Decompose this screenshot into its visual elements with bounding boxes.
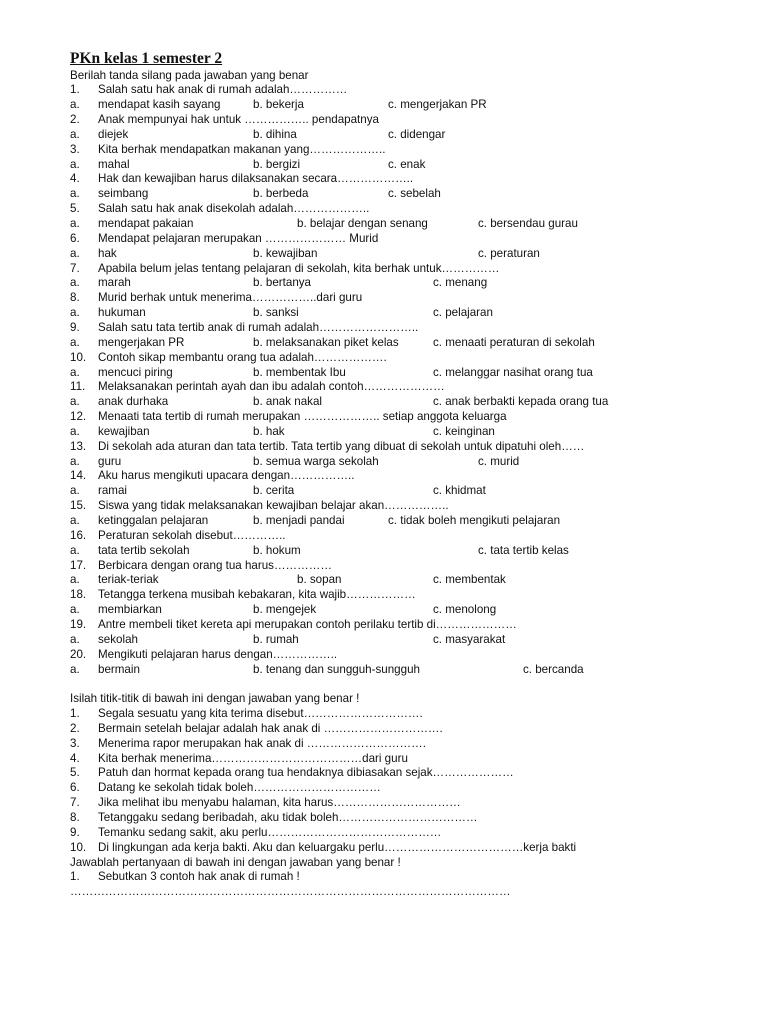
option-a: membiarkan	[98, 603, 162, 617]
option-a: ramai	[98, 484, 127, 498]
question-row	[0, 439, 768, 454]
question-row	[0, 350, 768, 365]
option-a-marker: a.	[70, 127, 80, 141]
options-row	[0, 572, 768, 587]
question-text: Murid berhak untuk menerima……………..dari guru	[98, 291, 363, 305]
options-row	[0, 246, 768, 261]
fill-in-item	[0, 810, 768, 825]
item-number: 1.	[70, 707, 80, 721]
item-text: Temanku sedang sakit, aku perlu………………………………………	[98, 825, 442, 839]
option-c: c. bercanda	[523, 662, 584, 676]
option-a: mencuci piring	[98, 365, 173, 379]
question-number: 10.	[70, 350, 87, 364]
option-a: hukuman	[98, 306, 146, 320]
question-text: Salah satu hak anak di rumah adalah……………	[98, 83, 348, 97]
options-row	[0, 394, 768, 409]
option-c: c. menang	[433, 276, 488, 290]
item-text: Bermain setelah belajar adalah hak anak di ………………………….	[98, 721, 443, 735]
option-a: sekolah	[98, 632, 138, 646]
item-text: Datang ke sekolah tidak boleh……………………………	[98, 781, 381, 795]
question-row	[0, 82, 768, 97]
item-text: Sebutkan 3 contoh hak anak di rumah !	[98, 870, 300, 884]
option-b: b. bergizi	[253, 157, 301, 171]
option-a-marker: a.	[70, 395, 80, 409]
option-c: c. membentak	[433, 573, 506, 587]
question-text: Siswa yang tidak melaksanakan kewajiban belajar akan……………..	[98, 499, 449, 513]
fill-in-item	[0, 736, 768, 751]
options-row	[0, 186, 768, 201]
question-number: 18.	[70, 588, 87, 602]
fill-in-item	[0, 780, 768, 795]
fill-in-item	[0, 825, 768, 840]
question-row	[0, 231, 768, 246]
option-c: c. menolong	[433, 603, 497, 617]
option-a-marker: a.	[70, 306, 80, 320]
item-number: 4.	[70, 751, 80, 765]
option-a-marker: a.	[70, 484, 80, 498]
question-number: 14.	[70, 469, 87, 483]
fill-in-item	[0, 751, 768, 766]
answer-line	[0, 884, 768, 899]
section2-instruction	[0, 691, 768, 706]
option-a-marker: a.	[70, 603, 80, 617]
option-a-marker: a.	[70, 454, 80, 468]
item-number: 1.	[70, 870, 80, 884]
option-b: b. menjadi pandai	[253, 514, 345, 527]
option-a-marker: a.	[70, 276, 80, 290]
option-c: c. melanggar nasihat orang tua	[433, 365, 593, 379]
option-a: mengerjakan PR	[98, 335, 185, 349]
option-a-marker: a.	[70, 543, 80, 557]
option-a: kewajiban	[98, 424, 150, 438]
question-number: 13.	[70, 439, 87, 453]
instruction-text: Berilah tanda silang pada jawaban yang benar	[70, 68, 309, 82]
option-a: anak durhaka	[98, 395, 169, 409]
item-number: 6.	[70, 781, 80, 795]
fill-in-item	[0, 721, 768, 736]
option-a-marker: a.	[70, 662, 80, 676]
question-text: Antre membeli tiket kereta api merupakan contoh perilaku tertib di…………………	[98, 617, 517, 631]
question-number: 8.	[70, 291, 80, 305]
question-row	[0, 171, 768, 186]
question-text: Mendapat pelajaran merupakan ………………… Murid	[98, 231, 379, 245]
option-b: b. kewajiban	[253, 246, 318, 260]
item-number: 9.	[70, 825, 80, 839]
option-b: b. rumah	[253, 632, 299, 646]
options-row	[0, 543, 768, 558]
option-a: tata tertib sekolah	[98, 543, 190, 557]
option-a-marker: a.	[70, 514, 80, 527]
question-number: 3.	[70, 142, 80, 156]
item-number: 3.	[70, 736, 80, 750]
section1-instruction	[0, 68, 768, 83]
question-text: Menaati tata tertib di rumah merupakan ……………….. setiap anggota keluarga	[98, 410, 507, 424]
question-number: 17.	[70, 558, 87, 572]
fill-in-item	[0, 840, 768, 855]
item-text: Menerima rapor merupakan hak anak di ………………………….	[98, 736, 426, 750]
option-a: marah	[98, 276, 131, 290]
option-b: b. bekerja	[253, 98, 304, 112]
instruction-text: Jawablah pertanyaan di bawah ini dengan jawaban yang benar !	[70, 855, 401, 869]
question-text: Hak dan kewajiban harus dilaksanakan secara………………..	[98, 172, 414, 186]
item-number: 8.	[70, 811, 80, 824]
question-row	[0, 617, 768, 632]
options-row	[0, 157, 768, 172]
option-b: b. cerita	[253, 484, 295, 498]
option-a-marker: a.	[70, 187, 80, 201]
option-b: b. belajar dengan senang	[297, 217, 428, 230]
question-text: Anak mempunyai hak untuk …………….. pendapatnya	[98, 113, 379, 127]
option-b: b. tenang dan sungguh-sungguh	[253, 662, 420, 676]
option-a: hak	[98, 246, 117, 260]
option-a: guru	[98, 454, 122, 468]
option-c: c. khidmat	[433, 484, 486, 498]
question-number: 11.	[70, 380, 86, 394]
question-text: Salah satu tata tertib anak di rumah adalah……………………..	[98, 320, 419, 334]
item-number: 2.	[70, 721, 80, 735]
question-row	[0, 528, 768, 543]
option-a-marker: a.	[70, 573, 80, 587]
option-a-marker: a.	[70, 246, 80, 260]
question-number: 2.	[70, 113, 80, 127]
option-a: diejek	[98, 127, 129, 141]
question-row	[0, 647, 768, 662]
options-row	[0, 335, 768, 350]
options-row	[0, 602, 768, 617]
option-a-marker: a.	[70, 98, 80, 112]
item-number: 5.	[70, 766, 80, 780]
option-a-marker: a.	[70, 157, 80, 171]
option-c: c. sebelah	[388, 187, 441, 201]
option-c: c. mengerjakan PR	[388, 98, 487, 112]
question-number: 9.	[70, 320, 80, 334]
question-text: Mengikuti pelajaran harus dengan……………..	[98, 647, 338, 661]
question-row	[0, 142, 768, 157]
option-b: b. semua warga sekolah	[253, 454, 379, 468]
question-row	[0, 379, 768, 394]
question-row	[0, 112, 768, 127]
question-row	[0, 558, 768, 573]
option-c: c. enak	[388, 157, 426, 171]
question-text: Melaksanakan perintah ayah dan ibu adalah contoh…………………	[98, 380, 445, 394]
fill-in-item	[0, 795, 768, 810]
question-row	[0, 290, 768, 305]
option-a-marker: a.	[70, 632, 80, 646]
option-b: b. mengejek	[253, 603, 317, 617]
option-a-marker: a.	[70, 217, 80, 230]
question-text: Tetangga terkena musibah kebakaran, kita wajib………………	[98, 588, 416, 602]
fill-in-item	[0, 765, 768, 780]
question-number: 16.	[70, 528, 87, 542]
option-b: b. berbeda	[253, 187, 309, 201]
option-a-marker: a.	[70, 365, 80, 379]
question-row	[0, 409, 768, 424]
item-text: Jika melihat ibu menyabu halaman, kita harus……………………………	[98, 796, 461, 810]
option-a: seimbang	[98, 187, 149, 201]
option-c: c. didengar	[388, 127, 446, 141]
question-text: Salah satu hak anak disekolah adalah………………..	[98, 202, 370, 216]
question-number: 5.	[70, 202, 80, 216]
question-number: 1.	[70, 83, 80, 97]
item-number: 7.	[70, 796, 80, 810]
essay-item	[0, 869, 768, 884]
options-row	[0, 424, 768, 439]
option-b: b. melaksanakan piket kelas	[253, 335, 399, 349]
question-row	[0, 320, 768, 335]
question-row	[0, 468, 768, 483]
item-number: 10.	[70, 840, 87, 854]
item-text: Tetanggaku sedang beribadah, aku tidak boleh………………………………	[98, 811, 478, 824]
question-row	[0, 201, 768, 216]
question-number: 20.	[70, 647, 87, 661]
question-number: 12.	[70, 410, 87, 424]
question-row	[0, 587, 768, 602]
item-text: Kita berhak menerima…………………………………dari guru	[98, 751, 408, 765]
question-text: Aku harus mengikuti upacara dengan……………..	[98, 469, 355, 483]
option-c: c. anak berbakti kepada orang tua	[433, 395, 609, 409]
option-c: c. pelajaran	[433, 306, 493, 320]
question-text: Apabila belum jelas tentang pelajaran di sekolah, kita berhak untuk……………	[98, 261, 500, 275]
item-text: Segala sesuatu yang kita terima disebut………………………….	[98, 707, 423, 721]
option-c: c. tata tertib kelas	[478, 543, 569, 557]
option-c: c. masyarakat	[433, 632, 506, 646]
question-number: 15.	[70, 499, 87, 513]
question-number: 19.	[70, 617, 87, 631]
option-c: c. peraturan	[478, 246, 540, 260]
options-row	[0, 483, 768, 498]
option-c: c. keinginan	[433, 424, 495, 438]
option-a: ketinggalan pelajaran	[98, 514, 209, 527]
worksheet-title: PKn kelas 1 semester 2	[70, 50, 223, 67]
option-a-marker: a.	[70, 424, 80, 438]
question-text: Kita berhak mendapatkan makanan yang………………..	[98, 142, 386, 156]
option-a: mendapat kasih sayang	[98, 98, 221, 112]
question-row	[0, 498, 768, 513]
option-b: b. sopan	[297, 573, 342, 587]
section3-instruction	[0, 855, 768, 870]
option-b: b. hak	[253, 424, 285, 438]
option-a: bermain	[98, 662, 140, 676]
options-row	[0, 365, 768, 380]
option-b: b. bertanya	[253, 276, 312, 290]
options-row	[0, 632, 768, 647]
option-c: c. murid	[478, 454, 520, 468]
option-c: c. bersendau gurau	[478, 217, 578, 230]
options-row	[0, 662, 768, 677]
question-text: Contoh sikap membantu orang tua adalah……………….	[98, 350, 387, 364]
options-row	[0, 97, 768, 112]
options-row	[0, 513, 768, 528]
option-b: b. anak nakal	[253, 395, 322, 409]
item-text: Di lingkungan ada kerja bakti. Aku dan keluargaku perlu………………………………kerja bakti	[98, 840, 577, 854]
question-row	[0, 261, 768, 276]
option-c: c. menaati peraturan di sekolah	[433, 335, 595, 349]
question-number: 4.	[70, 172, 80, 186]
question-text: Di sekolah ada aturan dan tata tertib. Tata tertib yang dibuat di sekolah untuk dipatuhi oleh……	[98, 439, 585, 453]
option-a: mahal	[98, 157, 130, 171]
option-c: c. tidak boleh mengikuti pelajaran	[388, 514, 561, 527]
item-text: Patuh dan hormat kepada orang tua hendaknya dibiasakan sejak…………………	[98, 766, 514, 780]
instruction-text: Isilah titik-titik di bawah ini dengan jawaban yang benar !	[70, 692, 360, 706]
option-a: mendapat pakaian	[98, 217, 194, 230]
question-text: Berbicara dengan orang tua harus……………	[98, 558, 332, 572]
option-a-marker: a.	[70, 335, 80, 349]
fill-in-item	[0, 706, 768, 721]
options-row	[0, 454, 768, 469]
options-row	[0, 127, 768, 142]
option-b: b. dihina	[253, 127, 297, 141]
options-row	[0, 275, 768, 290]
option-b: b. hokum	[253, 543, 301, 557]
question-text: Peraturan sekolah disebut…………..	[98, 528, 286, 542]
option-b: b. sanksi	[253, 306, 299, 320]
question-number: 6.	[70, 231, 80, 245]
option-b: b. membentak Ibu	[253, 365, 346, 379]
options-row	[0, 216, 768, 231]
question-number: 7.	[70, 261, 80, 275]
option-a: teriak-teriak	[98, 573, 159, 587]
options-row	[0, 305, 768, 320]
answer-dots: ……………………………………………………………………………………………………	[70, 885, 511, 899]
